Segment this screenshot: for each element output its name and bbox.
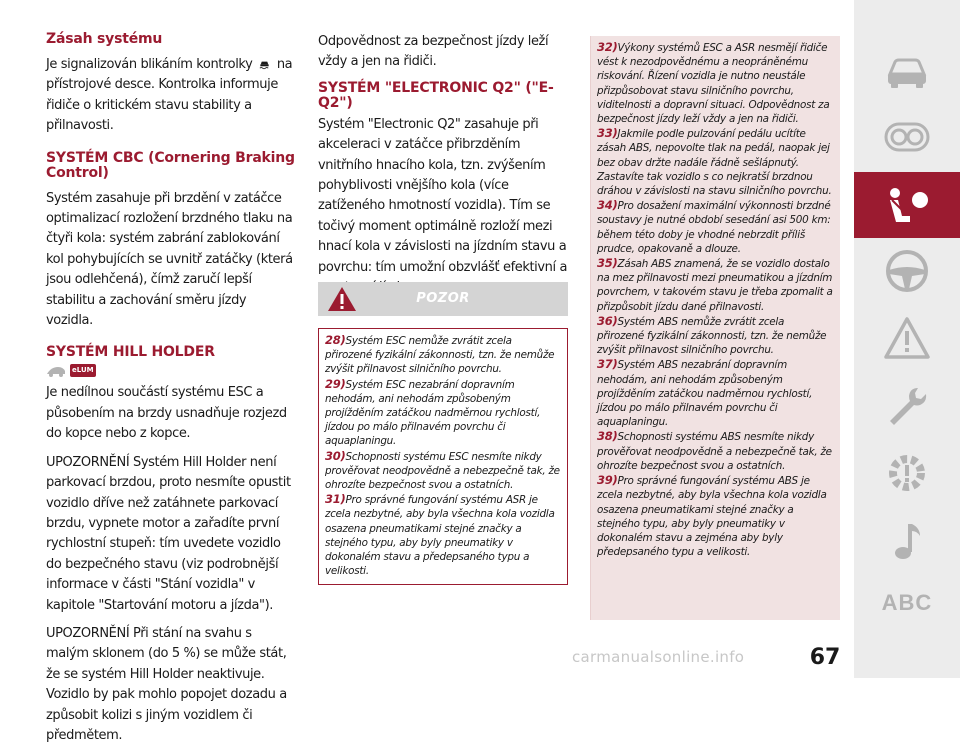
warning-notes-box-right [590,36,840,620]
cbc-paragraph: Systém zasahuje při brzdění v zatáčce optimalizací rozložení brzdného tlaku na čtyři kola: systém zabrání zablokování kol pohybujících se uvnitř zatáčky (která jsou odlehčená), čímž zaručí lepší stabilitu a zachování směru jízdy vozidla. [46,190,293,329]
steering-wheel-icon [880,244,934,298]
warning-triangle-icon [880,312,934,366]
pozor-label: POZOR [416,291,470,306]
sidebar-item-safety[interactable] [854,172,960,238]
chapter-sidebar [854,0,960,678]
music-note-icon [880,514,934,568]
sidebar-item-warnings[interactable] [854,306,960,372]
wrench-icon [880,380,934,434]
note-39: 39)Pro správné fungování systému ABS je zcela nezbytné, aby byla všechna kola vozidla osazena pneumatikami stejné značky a stejného typu, aby byly pneumatiky v dokonalém stavu a zejména aby byly předepsaného typu a velikosti. [597,473,827,559]
responsibility-paragraph: Odpovědnost za bezpečnost jízdy leží vždy a jen na řidiči. [318,34,549,70]
intervention-text-a: Je signalizován blikáním kontrolky [46,57,253,72]
intervention-text-b: na přístrojové desce. Kontrolka informuje řidiče o kritickém stavu stability a přilnavosti. [46,57,293,134]
abc-index-label: ABC [881,590,933,615]
note-35: 35)Zásah ABS znamená, že se vozidlo dostalo na mez přilnavosti mezi pneumatikou a jízdním povrchem, v takovém stavu je třeba zpomalit a přizpůsobit jízdu dané přilnavosti. [597,256,833,313]
instrument-cluster-icon [880,110,934,164]
watermark: carmanualsonline.info [572,648,745,666]
sidebar-item-car[interactable] [854,38,960,104]
warning-notes-box-middle [318,328,568,585]
sidebar-item-maintenance[interactable] [854,374,960,440]
note-31: 31)Pro správné fungování systému ASR je zcela nezbytné, aby byla všechna kola vozidla osazena pneumatikami stejné značky a stejného typu, aby byly pneumatiky v dokonalém stavu a předepsaného typu a velikosti. [325,492,555,578]
sidebar-item-multimedia[interactable] [854,508,960,574]
car-icon [880,44,934,98]
note-34: 34)Pro dosažení maximální výkonnosti brzdné soustavy je nutné období sesedání asi 500 km: během této doby je vhodné nebrzdit příliš prudce, opakovaně a dlouze. [597,198,831,255]
sidebar-item-technical-data[interactable] [854,440,960,506]
note-32: 32)Výkony systémů ESC a ASR nesmějí řidiče vést k nezodpovědnému a neopráněnému riskování. Řízení vozidla je nutno neustále přizpůsobovat stavu silničního povrchu, viditelnosti a dopravní situaci. Odpovědnost za bezpečnost jízdy leží vždy a jen na řidiči. [597,40,830,126]
sidebar-item-instruments[interactable] [854,104,960,170]
hill-holder-paragraph: Je nedílnou součástí systému ESC a působením na brzdy usnadňuje rozjezd do kopce nebo z kopce. [46,385,287,442]
note-36: 36)Systém ABS nemůže zvrátit zcela přirozené fyzikální zákonnosti, tzn. že nemůže zvýšit přilnavost silničního povrchu. [597,313,827,357]
version-badges [46,364,296,377]
sidebar-item-index[interactable] [854,570,960,636]
note-30: 30)Schopnosti systému ESC nesmíte nikdy prověřovat neodpovědně a nebezpečně tak, že ohrozíte bezpečnost svou a ostatních. [325,448,560,492]
intervention-paragraph [46,55,296,137]
pozor-header [318,282,568,316]
technical-data-icon [880,446,934,500]
hill-holder-warning-1: UPOZORNĚNÍ Systém Hill Holder není parkovací brzdou, proto nesmíte opustit vozidlo dříve než zatáhnete parkovací brzdu, vypnete motor a zařadíte první rychlostní stupeň: tím uvedete vozidlo do bezpečného stavu (viz podrobnější informace v části "Stání vozidla" v kapitole "Startování motoru a jízda"). [46,454,291,613]
section-heading-intervention: Zásah systému [46,31,163,47]
section-heading-cbc: SYSTÉM CBC (Cornering Braking Control) [46,149,295,181]
note-37: 37)Systém ABS nezabrání dopravním nehodám, ani nehodám způsobeným projížděním zatáčkou nadměrnou rychlostí, jízdou po málo přilnavém povrchu či aquaplaningu. [597,357,813,429]
note-38: 38)Schopnosti systému ABS nesmíte nikdy prověřovat neodpovědně a nebezpečně tak, že ohrozíte bezpečnost svou a ostatních. [597,429,832,472]
left-column [46,32,296,746]
esc-warning-light-icon [258,57,271,70]
note-33: 33)Jakmile podle pulzování pedálu ucítíte zásah ABS, nepovolte tlak na pedál, naopak jej bez obav držte nadále řádně sešlápnutý. Zastavíte tak vozidlo s co nejkratší brzdnou dráhou v závislosti na stavu silničního povrchu. [597,126,832,198]
airbag-seatbelt-icon [880,178,934,232]
vehicle-version-icon [46,365,66,377]
page-number: 67 [809,645,841,670]
sidebar-item-starting-driving[interactable] [854,238,960,304]
elum-badge: eLUM [70,364,96,377]
note-28: 28)Systém ESC nemůže zvrátit zcela přirozené fyzikální zákonnosti, tzn. že nemůže zvýšit přilnavost silničního povrchu. [325,333,555,376]
electronic-q2-paragraph: Systém "Electronic Q2" zasahuje při akceleraci v zatáčce přibrzděním vnitřního hnacího kola, tzn. zvýšením pohyblivosti vnějšího kola (více zatíženého hmotností vozidla). Tím se točivý moment optimálně rozloží mezi hnací kola v závislosti na jízdním stavu a povrchu: tím umožní obzvlášť efektivní a [318,116,568,275]
section-heading-electronic-q2: SYSTÉM "ELECTRONIC Q2" ("E-Q2") [318,79,554,111]
note-29: 29)Systém ESC nezabrání dopravním nehodám, ani nehodám způsobeným projížděním zatáčkou nadměrnou rychlostí, jízdou po málo přilnavém povrchu či aquaplaningu. [325,376,541,448]
hill-holder-warning-2: UPOZORNĚNÍ Při stání na svahu s malým sklonem (do 5 %) se může stát, že se systém Hill Holder neaktivuje. Vozidlo by pak mohlo popojet dozadu a způsobit kolizi s jiným vozidlem či předmětem. [46,625,287,743]
middle-column [318,32,568,298]
section-heading-hill-holder: SYSTÉM HILL HOLDER [46,344,215,361]
